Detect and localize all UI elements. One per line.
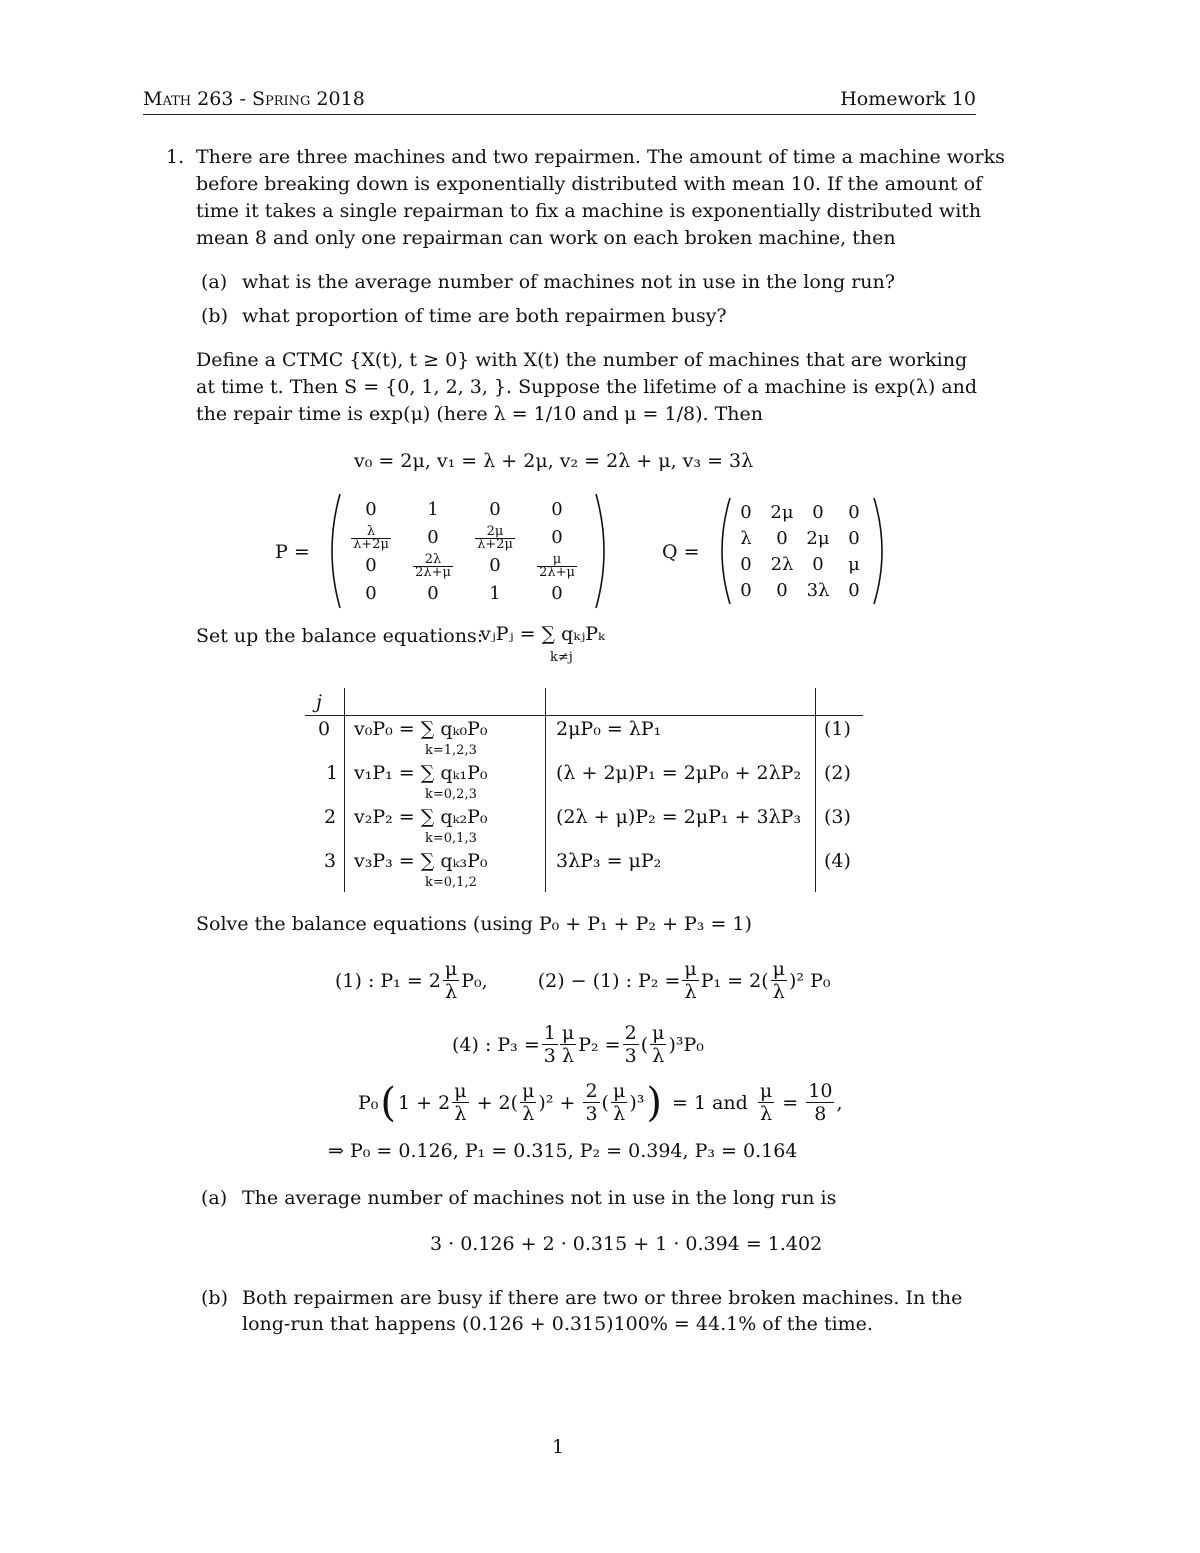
normalization-line: P₀ ( 1 + 2 $\frac{\mu}{\lambda}$ + 2( $\frac{\mu}{\lambda}$ )² + $\frac{2}{3}$ ( $\frac{\mu}{\lambda}$ )³ ) = 1 and $\frac{\mu}{\lambda}$ = $\frac{10}{8}$ , [358, 1079, 843, 1126]
mu-over-lambda-fraction: $\frac{\mu}{\lambda}$ [684, 958, 697, 1003]
matrix-cell: 2λ [770, 554, 794, 575]
define-line-1: Define a CTMC {X(t), t ≥ 0} with X(t) the number of machines that are working [196, 349, 968, 371]
matrix-cell: λ [740, 528, 752, 549]
eq2-left: (2) − (1) : P₂ = [537, 969, 681, 992]
matrix-cell: 0 [740, 554, 752, 575]
eq4-mid: P₂ = [578, 1033, 621, 1056]
row-j: 3 [324, 850, 337, 872]
mu-over-lambda-fraction: $\frac{\mu}{\lambda}$ [759, 1080, 773, 1125]
header-rule [143, 114, 976, 115]
table-divider-2 [545, 688, 546, 892]
table-header-j: j [316, 691, 322, 713]
answer-b-line-2: long-run that happens (0.126 + 0.315)100% = 44.1% of the time. [242, 1313, 873, 1335]
one-third-fraction: $\frac{1}{3}$ [543, 1022, 556, 1067]
matrix-cell: $\frac{\mu}{2\lambda+\mu}$ [539, 551, 575, 580]
assignment-title: Homework 10 [840, 88, 976, 110]
matrix-cell: μ [848, 554, 860, 575]
answer-b-label: (b) [201, 1287, 228, 1309]
matrix-cell: 0 [489, 499, 501, 520]
solve-intro: Solve the balance equations (using P₀ + P₁ + P₂ + P₃ = 1) [196, 913, 752, 935]
matrix-cell: 0 [551, 527, 563, 548]
eq4-left: (4) : P₃ = [452, 1033, 540, 1056]
matrix-cell: 0 [848, 528, 860, 549]
eq1-left: (1) : P₁ = 2 [335, 969, 441, 992]
part-b-text: what proportion of time are both repairmen busy? [242, 305, 727, 327]
matrix-cell: 1 [427, 499, 439, 520]
mu-over-lambda-fraction: $\frac{\mu}{\lambda}$ [772, 958, 785, 1003]
norm-left: P₀ [358, 1091, 379, 1114]
row-eq: 3λP₃ = μP₂ [556, 850, 662, 872]
eq-line-1 [335, 958, 830, 1003]
matrix-cell: 0 [365, 583, 377, 604]
q-label: Q = [662, 541, 700, 563]
matrix-cell: 0 [776, 580, 788, 601]
matrix-cell: 0 [740, 502, 752, 523]
matrix-cell: $\frac{2\lambda}{2\lambda+\mu}$ [415, 551, 451, 580]
define-line-2: at time t. Then S = {0, 1, 2, 3, }. Suppose the lifetime of a machine is exp(λ) and [196, 376, 978, 398]
answer-a-label: (a) [201, 1187, 228, 1209]
problem-line-2: before breaking down is exponentially distributed with mean 10. If the amount of [196, 173, 983, 195]
eq1-right: P₀, [461, 969, 488, 992]
p-matrix [340, 496, 590, 608]
row-tag: (1) [824, 718, 851, 740]
table-divider-3 [815, 688, 816, 892]
row-eq: (2λ + μ)P₂ = 2μP₁ + 3λP₃ [556, 806, 802, 828]
two-thirds-fraction: $\frac{2}{3}$ [624, 1022, 637, 1067]
course-title: Math 263 - Spring 2018 [143, 88, 365, 110]
matrix-cell: 2μ [770, 502, 794, 523]
eq2-mid: P₁ = 2( [700, 969, 769, 992]
row-sub: k=1,2,3 [425, 743, 477, 758]
matrix-cell: 0 [848, 502, 860, 523]
answer-a-calc: 3 · 0.126 + 2 · 0.315 + 1 · 0.394 = 1.402 [430, 1233, 823, 1255]
problem-line-1: There are three machines and two repairmen. The amount of time a machine works [196, 146, 1005, 168]
balance-intro: Set up the balance equations: [196, 625, 484, 647]
mu-over-lambda-fraction: $\frac{\mu}{\lambda}$ [652, 1022, 665, 1067]
rates-line: v₀ = 2μ, v₁ = λ + 2μ, v₂ = 2λ + μ, v₃ = 3λ [354, 450, 754, 472]
row-lhs: v₂P₂ = ∑ qₖ₂P₀ [354, 806, 488, 828]
matrix-cell: $\frac{\lambda}{\lambda+2\mu}$ [353, 523, 389, 552]
balance-formula-sub: k≠j [550, 650, 573, 665]
row-j: 2 [324, 806, 337, 828]
row-j: 0 [318, 718, 331, 740]
matrix-cell: 0 [365, 499, 377, 520]
part-b-label: (b) [201, 305, 228, 327]
matrix-cell: 0 [776, 528, 788, 549]
row-lhs: v₁P₁ = ∑ qₖ₁P₀ [354, 762, 488, 784]
matrix-cell: 0 [427, 527, 439, 548]
matrix-cell: 0 [740, 580, 752, 601]
mu-over-lambda-fraction: $\frac{\mu}{\lambda}$ [522, 1080, 535, 1125]
probabilities-result: ⇒ P₀ = 0.126, P₁ = 0.315, P₂ = 0.394, P₃ = 0.164 [328, 1140, 798, 1162]
q-right-paren [870, 496, 892, 606]
eq4-right: )³P₀ [668, 1033, 704, 1056]
row-lhs: v₃P₃ = ∑ qₖ₃P₀ [354, 850, 488, 872]
mu-over-lambda-fraction: $\frac{\mu}{\lambda}$ [612, 1080, 626, 1125]
norm-one: 1 + 2 [398, 1091, 451, 1114]
matrix-cell: 0 [848, 580, 860, 601]
row-sub: k=0,2,3 [425, 787, 477, 802]
answer-a-text: The average number of machines not in use in the long run is [242, 1187, 837, 1209]
eq-line-4: (4) : P₃ = $\frac{1}{3}$ $\frac{\mu}{\lambda}$ P₂ = $\frac{2}{3}$ ( $\frac{\mu}{\lambda}$ )³P₀ [452, 1022, 704, 1067]
problem-line-4: mean 8 and only one repairman can work on each broken machine, then [196, 227, 896, 249]
norm-and: = 1 and [672, 1091, 748, 1114]
define-line-3: the repair time is exp(μ) (here λ = 1/10 and μ = 1/8). Then [196, 403, 763, 425]
mu-over-lambda-fraction: $\frac{\mu}{\lambda}$ [454, 1080, 467, 1125]
matrix-cell: 0 [489, 555, 501, 576]
matrix-cell: 0 [812, 554, 824, 575]
matrix-cell: 0 [551, 583, 563, 604]
matrix-cell: 0 [365, 555, 377, 576]
row-eq: 2μP₀ = λP₁ [556, 718, 662, 740]
q-matrix [728, 500, 872, 604]
p-label: P = [275, 541, 310, 563]
matrix-cell: 1 [489, 583, 501, 604]
mu-over-lambda-fraction: $\frac{\mu}{\lambda}$ [561, 1022, 575, 1067]
table-divider-1 [344, 688, 345, 892]
row-tag: (4) [824, 850, 851, 872]
answer-b-line-1: Both repairmen are busy if there are two or three broken machines. In the [242, 1287, 963, 1309]
two-thirds-fraction: $\frac{2}{3}$ [585, 1080, 598, 1125]
problem-line-3: time it takes a single repairman to fix a machine is exponentially distributed with [196, 200, 982, 222]
row-tag: (3) [824, 806, 851, 828]
row-tag: (2) [824, 762, 851, 784]
ten-eighths-fraction: $\frac{10}{8}$ [808, 1080, 833, 1125]
matrix-cell: 0 [427, 583, 439, 604]
p-right-paren [592, 492, 614, 610]
row-sub: k=0,1,2 [425, 875, 477, 890]
row-eq: (λ + 2μ)P₁ = 2μP₀ + 2λP₂ [556, 762, 802, 784]
page-number: 1 [552, 1436, 565, 1458]
problem-number: 1. [166, 146, 185, 168]
balance-formula: vⱼPⱼ = ∑ qₖⱼPₖ [480, 623, 605, 645]
row-lhs: v₀P₀ = ∑ qₖ₀P₀ [354, 718, 488, 740]
matrix-cell: 2μ [806, 528, 830, 549]
matrix-cell: 3λ [806, 580, 830, 601]
table-header-rule [305, 715, 863, 716]
eq2-right: )² P₀ [789, 969, 831, 992]
matrix-cell: 0 [551, 499, 563, 520]
part-a-text: what is the average number of machines not in use in the long run? [242, 271, 895, 293]
matrix-cell: 0 [812, 502, 824, 523]
mu-over-lambda-fraction: $\frac{\mu}{\lambda}$ [444, 958, 458, 1003]
row-j: 1 [326, 762, 339, 784]
part-a-label: (a) [201, 271, 228, 293]
matrix-cell: $\frac{2\mu}{\lambda+2\mu}$ [477, 523, 513, 552]
row-sub: k=0,1,3 [425, 831, 477, 846]
